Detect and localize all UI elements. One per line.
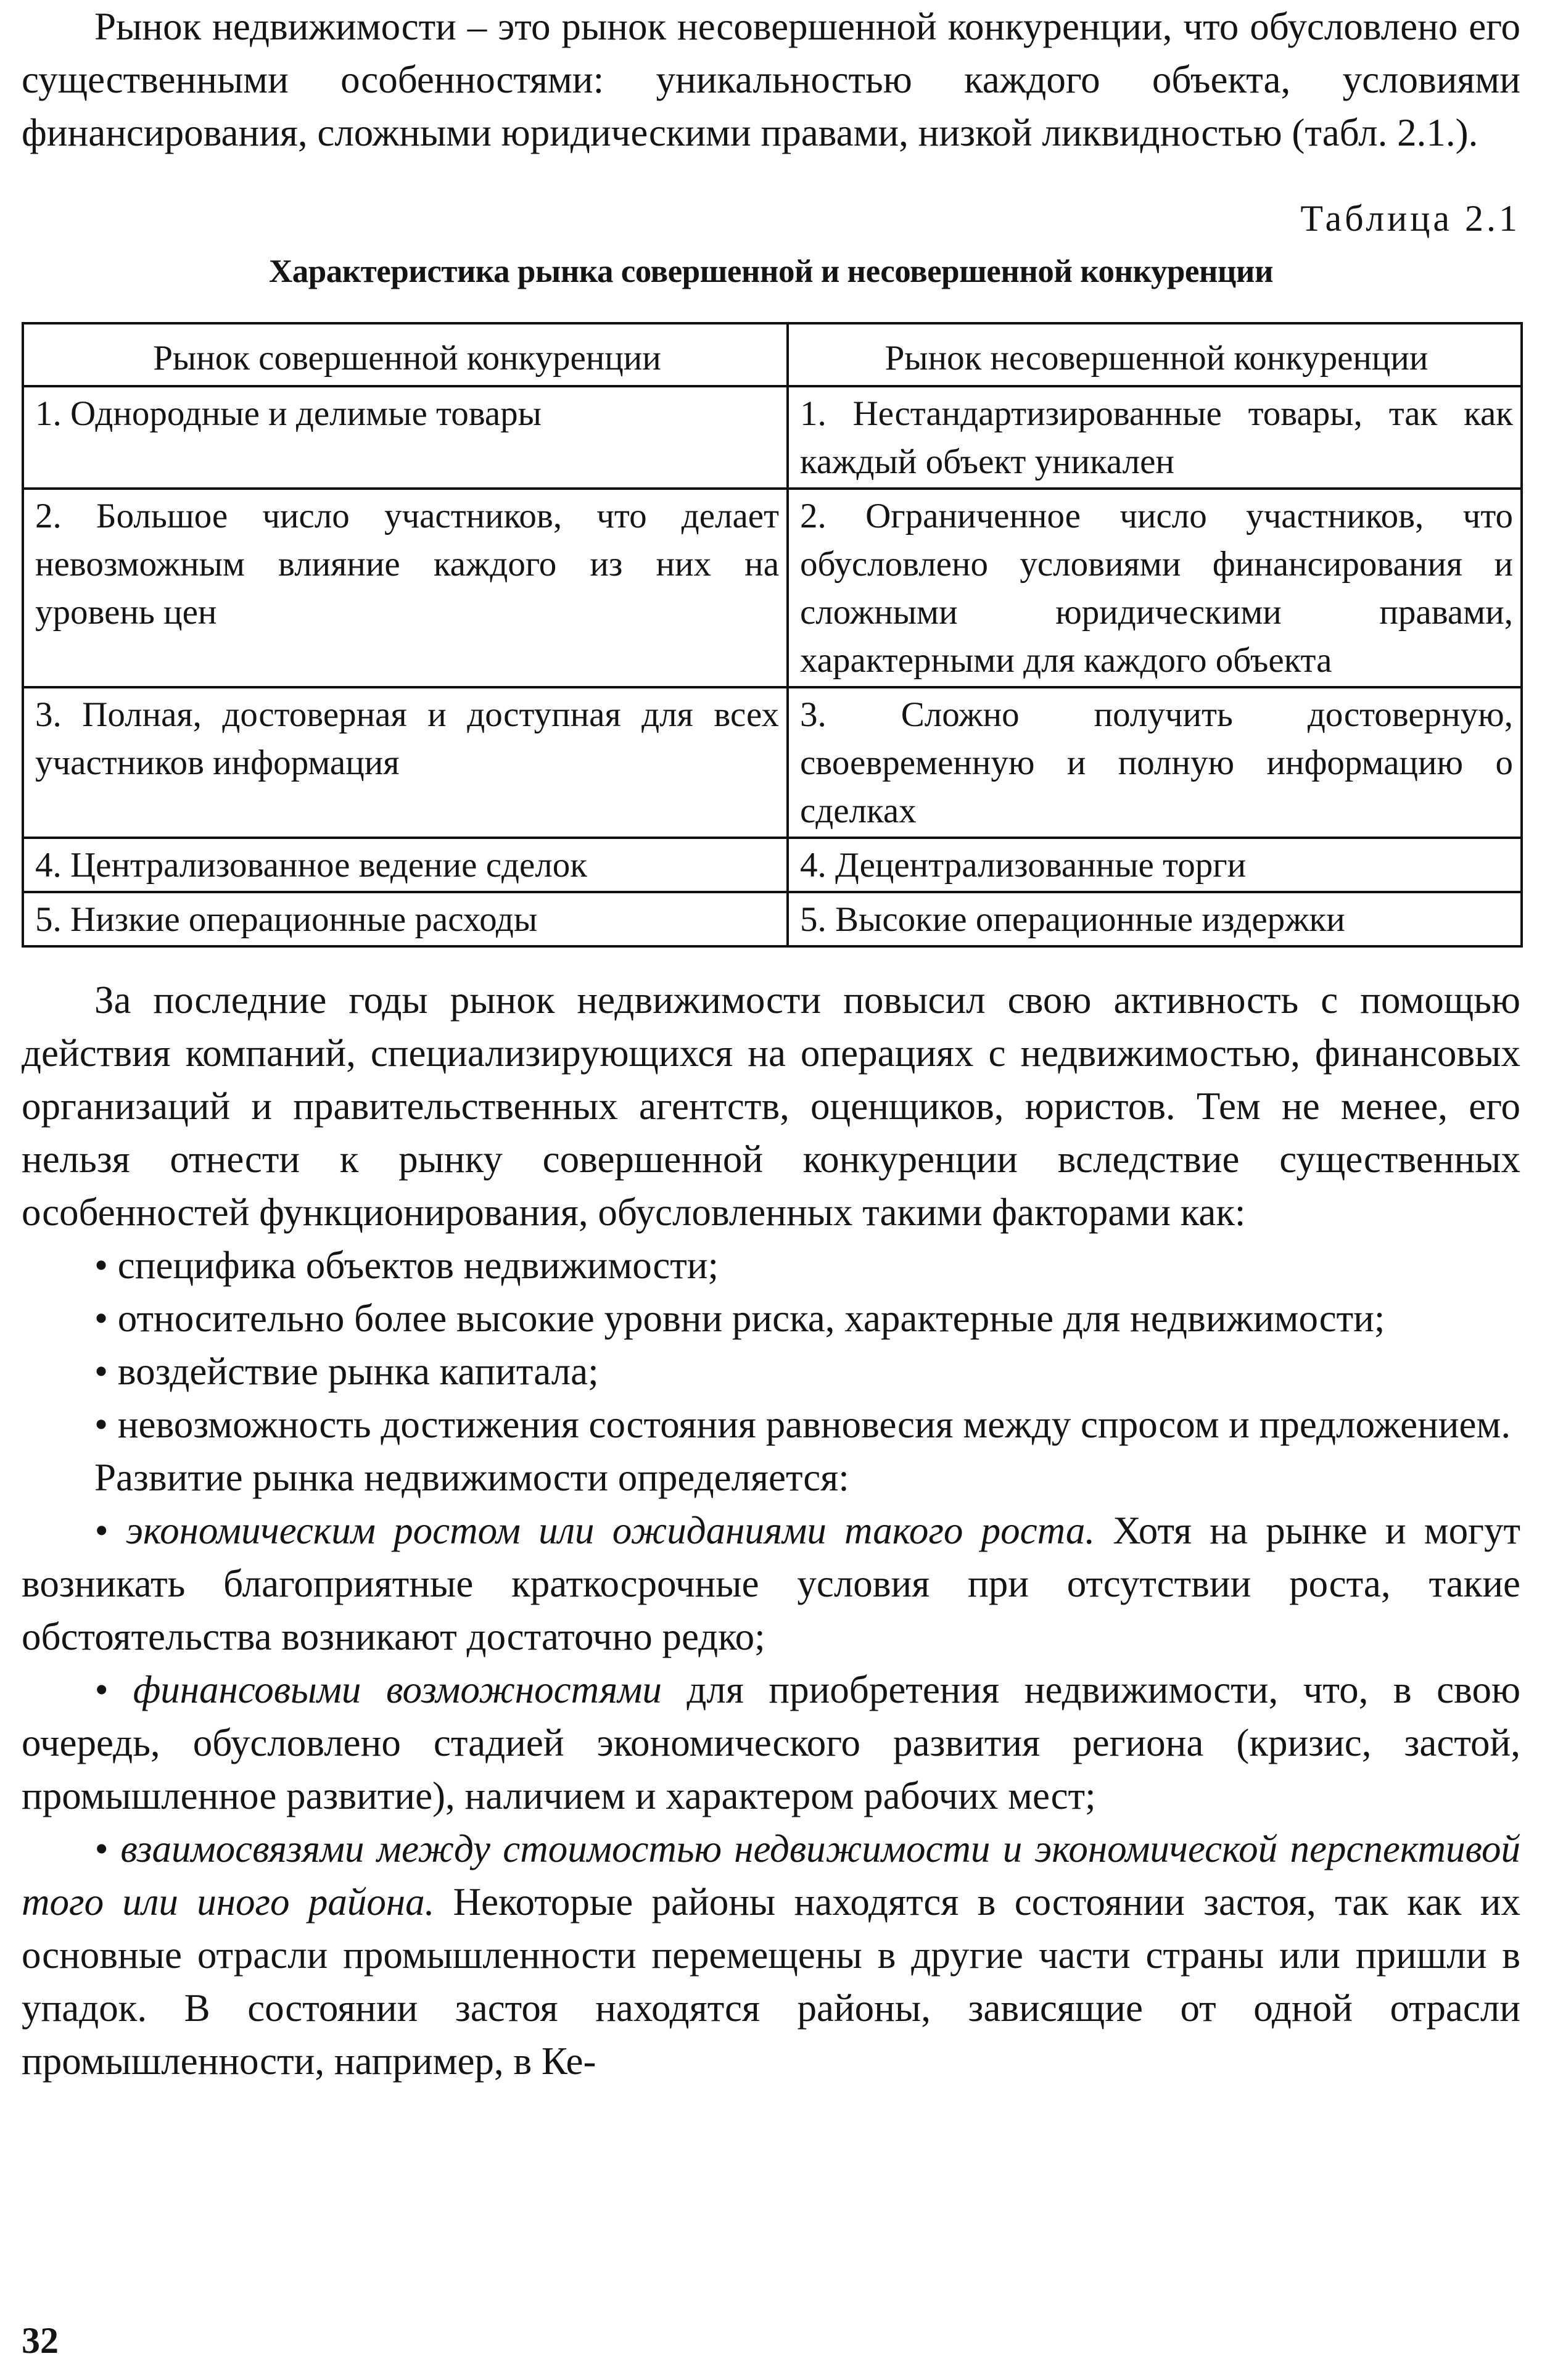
page-number: 32 (22, 2320, 59, 2361)
table-cell: 2. Ограниченное число участников, что обусловлено условиями финансирования и сложными юридическими правами, характерными для каждого объекта (788, 489, 1522, 687)
list-item (22, 1663, 1520, 1822)
table-cell: 3. Сложно получить достоверную, своевременную и полную информацию о сделках (788, 687, 1522, 838)
table-cell: 1. Нестандартизированные товары, так как каждый объект уникален (788, 386, 1522, 489)
list-item-emphasis: • экономическим ростом или ожиданиями такого роста. (94, 1509, 1095, 1552)
list-item: • специфика объектов недвижимости; (94, 1244, 719, 1287)
table-row (23, 386, 1522, 489)
table-row (23, 687, 1522, 838)
table-row (23, 838, 1522, 892)
header-imperfect-competition: Рынок несовершенной конкуренции (788, 323, 1522, 386)
table-row (23, 892, 1522, 946)
list-item: • относительно более высокие уровни риска, характерные для недвижимости; (94, 1297, 1385, 1340)
list-item (22, 1822, 1520, 2088)
table-label: Таблица 2.1 (1300, 198, 1520, 239)
body-text (22, 973, 1520, 2088)
paragraph-market-activity: За последние годы рынок недвижимости повысил свою активность с помощью действия компаний, специализирующихся на операциях с недвижимостью, финансовых организаций и правительственных агентств, оценщиков, юристов. Тем не менее, его нельзя отнести к рынку совершенной конкуренции вследствие существенных особенностей функционирования, обусловленных такими факторами как: (22, 978, 1520, 1234)
comparison-table (22, 322, 1523, 948)
list-item (22, 1504, 1520, 1663)
table-title: Характеристика рынка совершенной и несовершенной конкуренции (268, 254, 1274, 289)
list-item-emphasis: • взаимосвязями между стоимостью недвижимости и экономической перспективой того или иного района. (22, 1827, 1520, 1923)
list-item-text: Хотя на рынке и могут возникать благоприятные краткосрочные условия при отсутствии роста, такие обстоятельства возникают достаточно редко; (22, 1509, 1520, 1658)
list-item-text: для приобретения недвижимости, что, в свою очередь, обусловлено стадией экономического развития региона (кризис, застой, промышленное развитие), наличием и характером рабочих мест; (22, 1668, 1521, 1817)
table-cell: 1. Однородные и делимые товары (23, 386, 788, 489)
list-item: • воздействие рынка капитала; (94, 1350, 599, 1393)
table-cell: 5. Высокие операционные издержки (788, 892, 1522, 946)
list-item-text: Некоторые районы находятся в состоянии застоя, так как их основные отрасли промышленности перемещены в другие части страны или пришли в упадок. В состоянии застоя находятся районы, зависящие от одной отрасли промышленности, например, в Ке- (22, 1880, 1520, 2083)
table-cell: 4. Централизованное ведение сделок (23, 838, 788, 892)
list-item: • невозможность достижения состояния равновесия между спросом и предложением. (94, 1403, 1511, 1446)
intro-paragraph: Рынок недвижимости – это рынок несовершенной конкуренции, что обусловлено его существенными особенностями: уникальностью каждого объекта, условиями финансирования, сложными юридическими правами, низкой ликвидностью (табл. 2.1.). (22, 5, 1520, 154)
paragraph-development: Развитие рынка недвижимости определяется: (94, 1456, 849, 1499)
table-header-row (23, 323, 1522, 386)
header-perfect-competition: Рынок совершенной конкуренции (23, 323, 788, 386)
table-cell: 3. Полная, достоверная и доступная для всех участников информация (23, 687, 788, 838)
list-item-emphasis: • финансовыми возможностями (94, 1668, 662, 1711)
table-cell: 2. Большое число участников, что делает невозможным влияние каждого из них на уровень цен (23, 489, 788, 687)
document-page (22, 0, 1520, 2380)
table-row (23, 489, 1522, 687)
table-cell: 4. Децентрализованные торги (788, 838, 1522, 892)
table-cell: 5. Низкие операционные расходы (23, 892, 788, 946)
